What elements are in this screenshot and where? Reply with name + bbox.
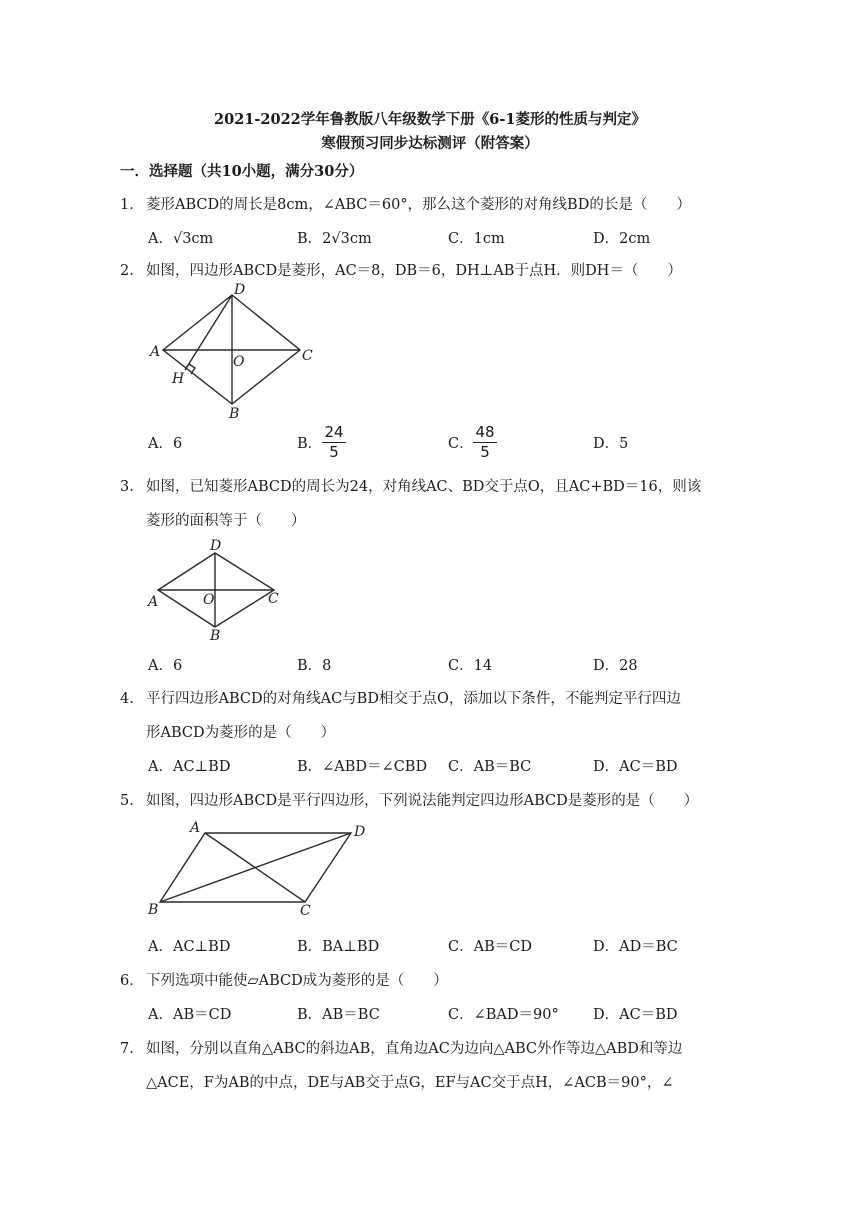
fraction-denominator: 5 [480,443,490,461]
option-c: C．∠BAD＝90° [448,1007,559,1023]
question-stem-line1: 平行四边形ABCD的对角线AC与BD相交于点O，添加以下条件，不能判定平行四边 [146,691,681,707]
label-C: C [302,348,313,364]
question-stem-line2: 形ABCD为菱形的是（ ） [146,725,336,741]
question-stem-line2: △ACE，F为AB的中点，DE与AB交于点G，EF与AC交于点H，∠ACB＝90°，∠ [146,1075,674,1091]
question-stem: 如图，四边形ABCD是平行四边形，下列说法能判定四边形ABCD是菱形的是（ ） [146,793,699,809]
option-d: D．28 [593,658,638,674]
section-heading: 一．选择题（共10小题，满分30分） [120,163,364,180]
question-number: 4． [120,691,144,707]
option-b: B．AB＝BC [297,1007,380,1023]
label-C: C [268,591,279,607]
option-a: A．AC⊥BD [148,759,231,775]
question-stem: 下列选项中能使▱ABCD成为菱形的是（ ） [146,973,448,989]
label-D: D [354,824,366,840]
label-A: A [148,594,159,610]
label-B: B [229,406,240,422]
option-a: A．√3cm [148,231,214,247]
label-A: A [190,820,201,836]
option-a: A．AC⊥BD [148,939,231,955]
doc-title-line1: 2021-2022学年鲁教版八年级数学下册《6-1菱形的性质与判定》 [214,111,646,128]
question-number: 2． [120,263,144,279]
doc-title-line2: 寒假预习同步达标测评（附答案） [321,135,539,152]
option-b: B．8 [297,658,332,674]
label-H: H [172,371,185,387]
fraction-numerator: 24 [324,423,344,441]
question-number: 1． [120,197,144,213]
label-O: O [233,354,245,370]
question-stem-line1: 如图，已知菱形ABCD的周长为24，对角线AC、BD交于点O，且AC+BD＝16，则该 [146,479,702,495]
option-a: A．AB＝CD [148,1007,232,1023]
question-stem: 如图，四边形ABCD是菱形，AC＝8，DB＝6，DH⊥AB于点H．则DH＝（ ） [146,263,682,279]
label-D: D [210,538,222,554]
option-b: B．∠ABD＝∠CBD [297,759,428,775]
label-A: A [150,344,161,360]
question-number: 7． [120,1041,144,1057]
option-c: C．AB＝CD [448,939,532,955]
label-B: B [148,902,159,918]
option-d: D．AC＝BD [593,759,678,775]
question-number: 5． [120,793,144,809]
question-stem-line1: 如图，分别以直角△ABC的斜边AB，直角边AC为边向△ABC外作等边△ABD和等边 [146,1041,683,1057]
label-O: O [203,592,215,608]
option-c: C． [448,436,474,452]
option-c: C．AB＝BC [448,759,532,775]
option-d: D．AC＝BD [593,1007,678,1023]
question-number: 6． [120,973,144,989]
question-stem: 菱形ABCD的周长是8cm，∠ABC＝60°，那么这个菱形的对角线BD的长是（ ） [146,197,691,213]
option-c: C．1cm [448,231,505,247]
option-d: D．AD＝BC [593,939,678,955]
fraction-numerator: 48 [475,423,495,441]
option-b: B．2√3cm [297,231,372,247]
question-stem-line2: 菱形的面积等于（ ） [146,513,306,529]
label-D: D [234,282,246,298]
option-c: C．14 [448,658,493,674]
fraction-denominator: 5 [329,443,339,461]
option-a: A．6 [148,658,183,674]
option-a: A．6 [148,436,183,452]
question-number: 3． [120,479,144,495]
label-C: C [300,903,311,919]
option-d: D．5 [593,436,629,452]
option-d: D．2cm [593,231,651,247]
option-b: B．BA⊥BD [297,939,380,955]
option-b: B． [297,436,323,452]
label-B: B [210,628,221,644]
